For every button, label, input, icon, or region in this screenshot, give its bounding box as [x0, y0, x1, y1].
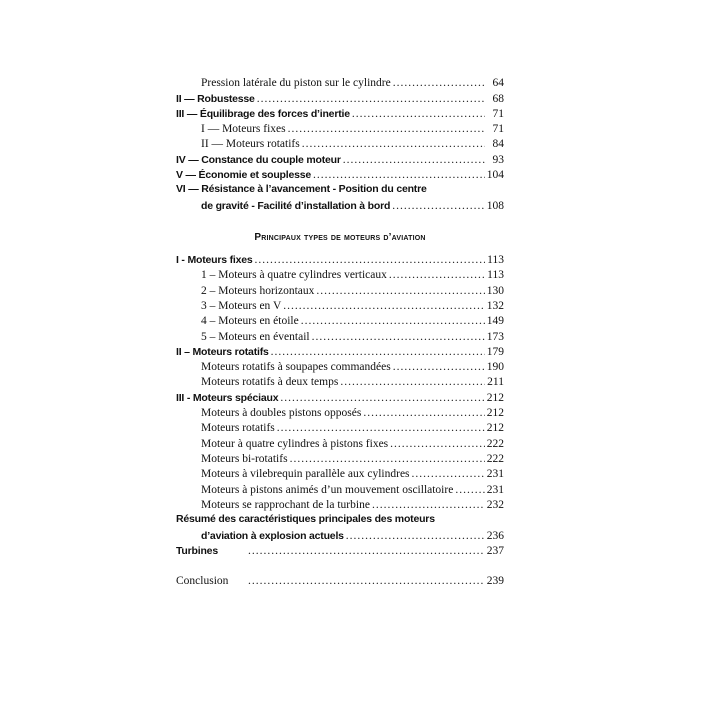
dot-leader — [313, 168, 485, 183]
toc-entry-title: Moteurs se rapprochant de la turbine — [201, 499, 370, 511]
toc-entry-page: 104 — [486, 169, 504, 181]
dot-leader — [393, 360, 485, 375]
toc-entry-page: 232 — [486, 499, 504, 511]
toc-entry-title: Moteurs à pistons animés d’un mouvement oscillatoire — [201, 484, 454, 496]
dot-leader — [372, 498, 485, 513]
dot-leader — [277, 421, 485, 436]
toc-entry — [201, 267, 504, 283]
toc-entry-title: 5 – Moteurs en éventail — [201, 331, 310, 343]
toc-entry — [176, 167, 504, 183]
toc-entry-page: 84 — [492, 138, 504, 150]
toc-entry-title: 4 – Moteurs en étoile — [201, 315, 299, 327]
toc-entry-page: 108 — [486, 200, 504, 212]
dot-leader — [346, 529, 485, 544]
toc-entry-title: 3 – Moteurs en V — [201, 300, 282, 312]
toc-entry-title: I - Moteurs fixes — [176, 254, 253, 266]
toc-entry-page: 231 — [486, 468, 504, 480]
dot-leader — [352, 107, 485, 122]
dot-leader — [248, 574, 485, 589]
toc-entry-page: 173 — [486, 331, 504, 343]
toc-entry — [201, 198, 504, 214]
toc-entry-title: Pression latérale du piston sur le cylindre — [201, 77, 391, 89]
dot-leader — [392, 199, 485, 214]
toc-entry — [201, 298, 504, 314]
dot-leader — [280, 391, 484, 406]
section-heading: Principaux types de moteurs d’aviation — [254, 232, 426, 243]
dot-leader — [340, 375, 485, 390]
toc-entry-title: 2 – Moteurs horizontaux — [201, 285, 315, 297]
toc-entry — [176, 152, 504, 168]
dot-leader — [283, 299, 484, 314]
toc-entry-page: 113 — [487, 254, 504, 266]
toc-entry-title: Conclusion — [176, 575, 229, 587]
toc-entry-title: II — Moteurs rotatifs — [201, 138, 300, 150]
toc-entry-title: VI — Résistance à l’avancement - Position du centre — [176, 183, 427, 195]
dot-leader — [412, 467, 485, 482]
toc-entry-page: 212 — [486, 422, 504, 434]
dot-leader — [455, 483, 484, 498]
toc-entry-title: Moteurs à doubles pistons opposés — [201, 407, 362, 419]
toc-entry — [176, 91, 504, 107]
toc-entry-title: I — Moteurs fixes — [201, 123, 286, 135]
dot-leader — [301, 314, 485, 329]
toc-entry — [201, 313, 504, 329]
dot-leader — [255, 253, 485, 268]
dot-leader — [316, 284, 484, 299]
toc-entry-title: 1 – Moteurs à quatre cylindres verticaux — [201, 269, 387, 281]
dot-leader — [363, 406, 484, 421]
toc-entry-title: II — Robustesse — [176, 93, 255, 105]
toc-entry-page: 212 — [486, 407, 504, 419]
toc-entry — [201, 136, 504, 152]
toc-entry-title: Résumé des caractéristiques principales des moteurs — [176, 513, 435, 525]
dot-leader — [389, 268, 485, 283]
dot-leader — [302, 137, 485, 152]
toc-entry-title: Turbines — [176, 545, 218, 557]
toc-entry — [176, 106, 504, 122]
toc-entry-title: de gravité - Facilité d’installation à bord — [201, 200, 391, 212]
toc-entry-title: V — Économie et souplesse — [176, 169, 312, 181]
toc-entry-page: 130 — [486, 285, 504, 297]
dot-leader — [288, 122, 485, 137]
toc-entry — [176, 543, 504, 559]
toc-entry-page: 149 — [486, 315, 504, 327]
toc-entry — [201, 482, 504, 498]
toc-entry-title: III - Moteurs spéciaux — [176, 392, 279, 404]
toc-entry-page: 190 — [486, 361, 504, 373]
toc-entry-page: 179 — [486, 346, 504, 358]
toc-entry — [201, 75, 504, 91]
toc-entry-title: III — Équilibrage des forces d’inertie — [176, 108, 350, 120]
toc-entry — [201, 374, 504, 390]
toc-entry-title: II – Moteurs rotatifs — [176, 346, 269, 358]
toc-entry — [176, 390, 504, 406]
toc-entry — [201, 405, 504, 421]
toc-entry — [201, 420, 504, 436]
toc-entry-page: 71 — [492, 108, 504, 120]
toc-entry-page: 237 — [486, 545, 504, 557]
toc-entry-title: Moteurs bi-rotatifs — [201, 453, 288, 465]
toc-entry — [201, 466, 504, 482]
toc-entry-page: 132 — [486, 300, 504, 312]
toc-entry-title: d’aviation à explosion actuels — [201, 530, 344, 542]
toc-entry — [201, 528, 504, 544]
toc-entry-title: IV — Constance du couple moteur — [176, 154, 341, 166]
dot-leader — [257, 92, 485, 107]
dot-leader — [290, 452, 485, 467]
dot-leader — [390, 437, 485, 452]
dot-leader — [312, 330, 485, 345]
toc-entry-page: 64 — [492, 77, 504, 89]
toc-entry — [176, 344, 504, 360]
dot-leader — [248, 544, 485, 559]
toc-entry — [201, 359, 504, 375]
toc-entry — [201, 436, 504, 452]
toc-entry-page: 93 — [492, 154, 504, 166]
toc-entry-page: 231 — [486, 484, 504, 496]
toc-entry — [201, 329, 504, 345]
toc-entry-page: 222 — [486, 438, 504, 450]
toc-entry — [176, 252, 504, 268]
toc-entry-page: 211 — [487, 376, 504, 388]
toc-entry — [201, 497, 504, 513]
toc-entry-title: Moteurs rotatifs à soupapes commandées — [201, 361, 391, 373]
toc-entry-title: Moteur à quatre cylindres à pistons fixes — [201, 438, 389, 450]
toc-entry-page: 212 — [486, 392, 504, 404]
dot-leader — [271, 345, 485, 360]
dot-leader — [393, 76, 485, 91]
toc-entry-page: 68 — [492, 93, 504, 105]
toc-entry-title: Moteurs rotatifs à deux temps — [201, 376, 339, 388]
toc-entry-page: 113 — [487, 269, 504, 281]
toc-entry — [201, 451, 504, 467]
dot-leader — [343, 153, 485, 168]
toc-entry-page: 236 — [486, 530, 504, 542]
toc-entry-page: 239 — [486, 575, 504, 587]
toc-entry-page: 222 — [486, 453, 504, 465]
toc-entry-title: Moteurs rotatifs — [201, 422, 275, 434]
toc-entry — [201, 283, 504, 299]
toc-entry — [201, 121, 504, 137]
toc-entry — [176, 573, 504, 589]
toc-entry-title: Moteurs à vilebrequin parallèle aux cylindres — [201, 468, 410, 480]
toc-entry-page: 71 — [492, 123, 504, 135]
